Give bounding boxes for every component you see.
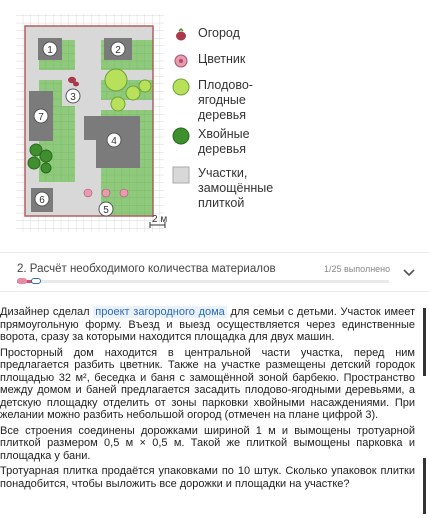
- marker-1: 1: [47, 45, 53, 56]
- legend-item-flowers: [172, 52, 245, 70]
- legend-item-conifers: [172, 127, 250, 157]
- marker-7: 7: [38, 112, 44, 123]
- task-title: 2. Расчёт необходимого количества материалов: [17, 263, 276, 275]
- marker-4: 4: [111, 136, 117, 147]
- task-dot-current[interactable]: [31, 278, 41, 284]
- legend-label-conifers: Хвойные деревья: [198, 127, 250, 156]
- scroll-indicator-top: [423, 308, 426, 376]
- legend-label-fruit-trees: Плодово- ягодные деревья: [198, 78, 253, 122]
- marker-3: 3: [70, 92, 76, 103]
- site-plan: [0, 0, 429, 240]
- marker-5: 5: [103, 205, 109, 216]
- chevron-down-icon[interactable]: [402, 265, 416, 279]
- paragraph-4: Тротуарная плитка продаётся упаковками по 10 штук. Сколько упаковок плитки понадобится, чтобы выложить все дорожки и площадки на участке?: [0, 465, 415, 490]
- garden-icon: [172, 26, 190, 44]
- paragraph-2: Просторный дом находится в центральной части участка, перед ним предлагается разбить цветник. Также на участке размещены детский городок площадью 32 м², беседка и баня с замощённой зоной барбекю. Пространство между домом и баней предлагается засадить плодово-ягодными деревьями, а детскую площадку отделить от зоны парковки хвойными насаждениями. При желании можно разбить небольшой огород (отмечен на плане цифрой 3).: [0, 346, 415, 421]
- flower-bed: [84, 189, 128, 197]
- paragraph-1: [0, 306, 415, 344]
- p1-end: для семьи с детьми. Участок имеет прямоугольную форму. Въезд и выезд осуществляется через единственные ворота, сразу за которыми находится площадка для двух машин.: [0, 306, 415, 343]
- legend-item-fruit-trees: [172, 78, 253, 123]
- task-header[interactable]: [0, 252, 429, 292]
- tiled-area-icon: [172, 166, 190, 184]
- legend-label-tiled: Участки, замощённые плиткой: [198, 166, 274, 210]
- task-progress-text: 1/25 выполнено: [324, 264, 391, 274]
- legend-label-garden: Огород: [198, 26, 240, 40]
- scale-label: 2 м: [152, 214, 168, 225]
- marker-6: 6: [39, 195, 45, 206]
- legend-item-garden: [172, 26, 240, 44]
- paragraph-3: Все строения соединены дорожками шириной 1 м и вымощены тротуарной плиткой размером 0,5 м × 0,5 м. Такой же плиткой вымощены парковка и площадка у бани.: [0, 424, 415, 462]
- task-dot-done[interactable]: [17, 278, 27, 284]
- fruit-tree-icon: [172, 78, 190, 96]
- p1-start: Дизайнер сделал: [0, 306, 90, 318]
- marker-2: 2: [115, 45, 121, 56]
- project-link[interactable]: проект загородного дома: [95, 306, 225, 318]
- task-description: [0, 306, 429, 493]
- legend-label-flowers: Цветник: [198, 52, 246, 66]
- flower-icon: [172, 52, 190, 70]
- conifer-icon: [172, 127, 190, 145]
- task-progress-bar: [17, 280, 389, 283]
- legend-item-tiled: [172, 166, 273, 211]
- scroll-indicator-bottom: [423, 458, 426, 514]
